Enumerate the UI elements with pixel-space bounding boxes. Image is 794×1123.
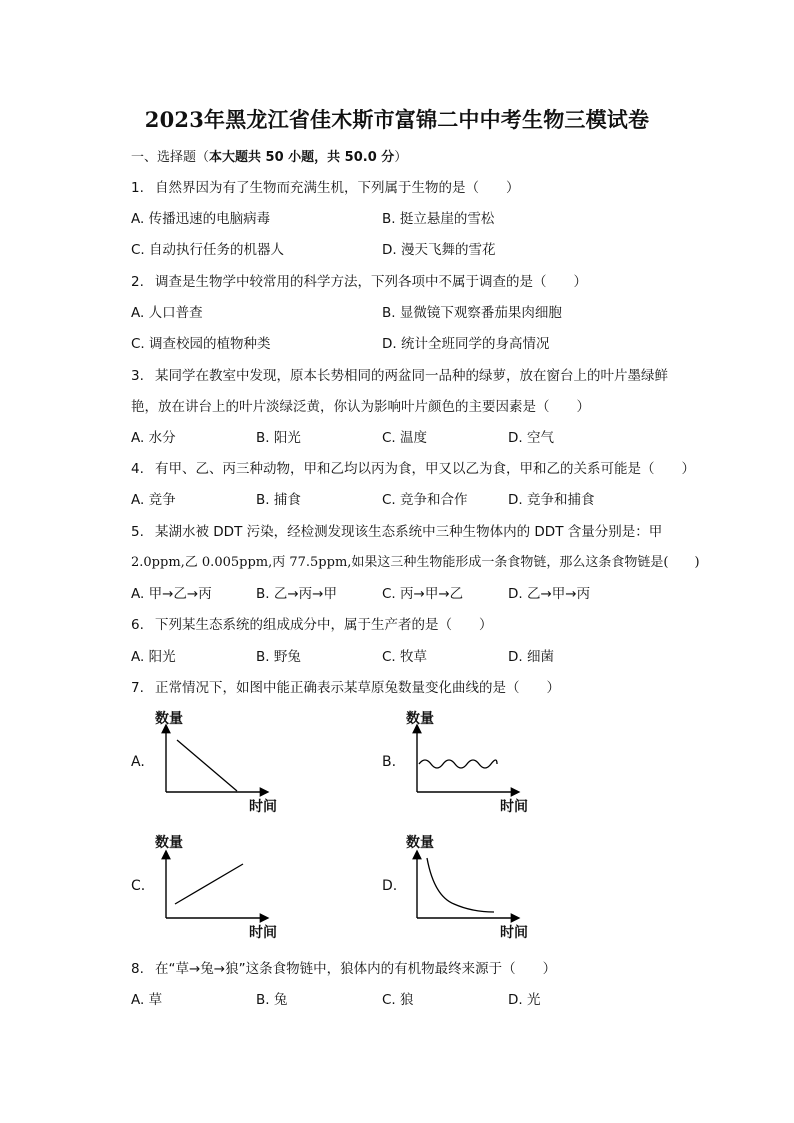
option-d: D. 竞争和捕食 (508, 492, 595, 508)
question-5 (131, 520, 662, 540)
option-b: B. 显微镜下观察番茄果肉细胞 (382, 305, 562, 321)
option-b: B. 阳光 (256, 430, 301, 446)
graph-option-a (131, 704, 291, 816)
question-8 (131, 957, 556, 977)
question-4 (131, 457, 695, 477)
option-c: C. 竞争和合作 (382, 492, 468, 508)
option-c: C. 牧草 (382, 649, 428, 665)
question-3 (131, 364, 668, 384)
question-number: 5. (131, 524, 144, 540)
question-number: 4. (131, 461, 144, 477)
option-letter: D. (382, 878, 398, 894)
question-text: 某湖水被 DDT 污染，经检测发现该生态系统中三种生物体内的 DDT 含量分别是：甲 (155, 524, 663, 540)
option-c: C. 狼 (382, 992, 414, 1008)
graph-plot (382, 828, 542, 940)
option-letter: B. (382, 754, 397, 770)
curve-decreasing (177, 740, 237, 791)
x-axis-label: 时间 (500, 799, 528, 815)
option-d: D. 光 (508, 992, 541, 1008)
curve-fluctuating (419, 760, 497, 768)
graph-plot (131, 704, 291, 816)
graph-option-b (382, 704, 542, 816)
option-c: C. 丙→甲→乙 (382, 586, 464, 602)
question-number: 1. (131, 180, 144, 196)
y-axis-label: 数量 (406, 711, 434, 727)
question-text: 有甲、乙、丙三种动物，甲和乙均以丙为食，甲又以乙为食，甲和乙的关系可能是（ ） (155, 461, 695, 477)
graph-option-d (382, 828, 542, 940)
question-text: 下列某生态系统的组成成分中，属于生产者的是（ ） (155, 617, 493, 633)
option-a: A. 草 (131, 992, 163, 1008)
option-c: C. 调查校园的植物种类 (131, 336, 271, 352)
question-1 (131, 176, 520, 196)
question-2 (131, 270, 587, 290)
question-text: 在“草→兔→狼”这条食物链中，狼体内的有机物最终来源于（ ） (155, 961, 557, 977)
option-a: A. 人口普查 (131, 305, 203, 321)
y-axis-label: 数量 (155, 711, 183, 727)
x-axis-label: 时间 (249, 925, 277, 941)
question-number: 3. (131, 368, 144, 384)
option-d: D. 漫天飞舞的雪花 (382, 242, 496, 258)
option-a: A. 阳光 (131, 649, 176, 665)
option-d: D. 细菌 (508, 649, 554, 665)
option-c: C. 温度 (382, 430, 428, 446)
section-heading (131, 146, 407, 165)
option-a: A. 甲→乙→丙 (131, 586, 212, 602)
option-b: B. 挺立悬崖的雪松 (382, 211, 495, 227)
page-title: 2023年黑龙江省佳木斯市富锦二中中考生物三模试卷 (144, 107, 650, 132)
option-a: A. 水分 (131, 430, 176, 446)
question-text: 正常情况下，如图中能正确表示某草原兔数量变化曲线的是（ ） (155, 680, 560, 696)
question-text: 某同学在教室中发现，原本长势相同的两盆同一品种的绿萝，放在窗台上的叶片墨绿鲜 (155, 368, 668, 384)
curve-decaying (427, 858, 494, 912)
question-number: 2. (131, 274, 144, 290)
option-a: A. 传播迅速的电脑病毒 (131, 211, 271, 227)
graph-plot (131, 828, 291, 940)
x-axis-label: 时间 (500, 925, 528, 941)
option-d: D. 乙→甲→丙 (508, 586, 591, 602)
question-7 (131, 676, 560, 696)
option-b: B. 野兔 (256, 649, 301, 665)
x-axis-label: 时间 (249, 799, 277, 815)
question-number: 8. (131, 961, 144, 977)
option-a: A. 竞争 (131, 492, 176, 508)
option-b: B. 乙→丙→甲 (256, 586, 337, 602)
option-b: B. 捕食 (256, 492, 301, 508)
section-prefix: 一、选择题（ (131, 150, 210, 165)
option-b: B. 兔 (256, 992, 288, 1008)
section-info: 本大题共 50 小题，共 50.0 分 (209, 150, 395, 165)
option-d: D. 统计全班同学的身高情况 (382, 336, 550, 352)
option-letter: A. (131, 754, 145, 770)
curve-increasing (175, 864, 243, 904)
option-letter: C. (131, 878, 146, 894)
question-number: 6. (131, 617, 144, 633)
option-c: C. 自动执行任务的机器人 (131, 242, 285, 258)
graph-plot (382, 704, 542, 816)
section-suffix: ） (394, 150, 408, 165)
question-text-continued: 2.0ppm,乙 0.005ppm,丙 77.5ppm,如果这三种生物能形成一条食物链，那么这条食物链是( ) (131, 555, 700, 570)
question-text-continued: 艳，放在讲台上的叶片淡绿泛黄，你认为影响叶片颜色的主要因素是（ ） (131, 399, 590, 415)
question-number: 7. (131, 680, 144, 696)
option-d: D. 空气 (508, 430, 554, 446)
y-axis-label: 数量 (155, 835, 183, 851)
y-axis-label: 数量 (406, 835, 434, 851)
question-text: 调查是生物学中较常用的科学方法，下列各项中不属于调查的是（ ） (155, 274, 587, 290)
question-text: 自然界因为有了生物而充满生机，下列属于生物的是（ ） (155, 180, 520, 196)
question-6 (131, 613, 493, 633)
graph-option-c (131, 828, 291, 940)
